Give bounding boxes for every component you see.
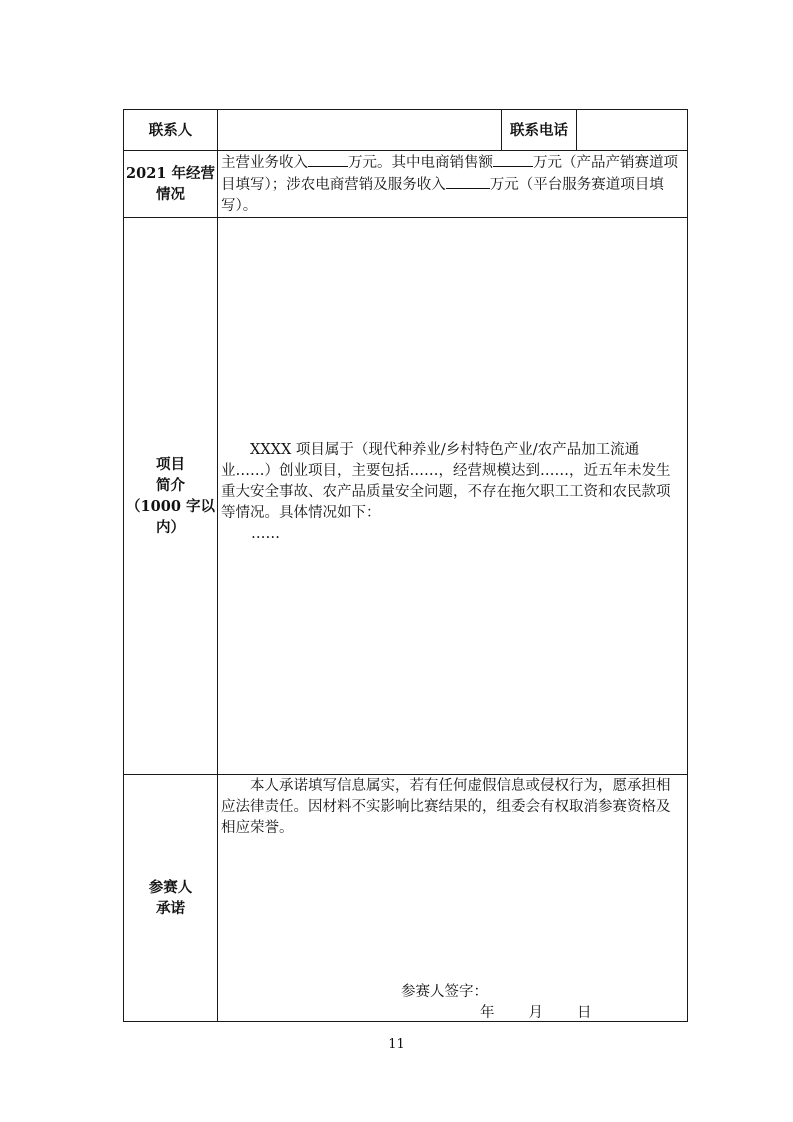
intro-paragraph: XXXX 项目属于（现代种养业/乡村特色产业/农产品加工流通业……）创业项目，主要包括……，经营规模达到……，近五年未发生重大安全事故、农产品质量安全问题，不存在拖欠职工工资和农民款项等情况。具体情况如下： (221, 442, 671, 521)
business-text-part4: 万元（平台服务赛道项目填写）。 (221, 177, 664, 214)
business-label (124, 151, 218, 218)
intro-label-line1: 项目 (156, 456, 185, 473)
intro-label (124, 218, 218, 775)
signature-line[interactable] (401, 982, 488, 1003)
business-text-part3: 万元（产品产销赛道项目填写）；涉农电商营销及服务收入 (221, 155, 678, 193)
intro-ellipsis: …… (251, 526, 280, 542)
pledge-row (124, 775, 688, 1022)
contact-label: 联系人 (124, 110, 218, 151)
business-text-part1: 主营业务收入 (221, 155, 308, 171)
pledge-label-line1: 参赛人 (148, 879, 193, 896)
business-text-part2: 万元。其中电商销售额 (348, 155, 493, 171)
contact-row (124, 110, 688, 151)
intro-label-line3: （1000 字以 (126, 498, 215, 515)
application-form-table (123, 109, 688, 1022)
intro-label-line4: 内） (156, 519, 185, 536)
business-content (218, 151, 688, 218)
intro-text (221, 440, 684, 545)
pledge-label-line2: 承诺 (156, 900, 185, 917)
page-number: 11 (388, 1037, 405, 1052)
year-label: 年 (480, 1005, 495, 1021)
main-revenue-blank[interactable] (308, 152, 348, 167)
business-label-line1: 2021 年经营 (126, 165, 215, 182)
month-label: 月 (528, 1005, 543, 1021)
business-label-line2: 情况 (156, 186, 185, 203)
signature-label: 参赛人签字： (401, 984, 488, 1000)
service-revenue-blank[interactable] (446, 174, 490, 189)
ecommerce-sales-blank[interactable] (493, 152, 533, 167)
phone-field[interactable] (577, 110, 688, 151)
date-line[interactable] (480, 1003, 592, 1024)
pledge-label (124, 775, 218, 1022)
pledge-content (218, 775, 687, 1021)
contact-field[interactable] (218, 110, 502, 151)
business-row (124, 151, 688, 218)
intro-row (124, 218, 688, 775)
pledge-content-cell (218, 775, 688, 1022)
intro-content-cell[interactable] (218, 218, 688, 775)
pledge-text-block (218, 775, 687, 839)
pledge-statement: 本人承诺填写信息属实，若有任何虚假信息或侵权行为，愿承担相应法律责任。因材料不实影响比赛结果的，组委会有权取消参赛资格及相应荣誉。 (221, 778, 671, 836)
business-paragraph (221, 152, 684, 217)
phone-label: 联系电话 (502, 110, 577, 151)
day-label: 日 (577, 1005, 592, 1021)
intro-label-line2: 简介 (156, 477, 185, 494)
intro-content (218, 218, 687, 774)
